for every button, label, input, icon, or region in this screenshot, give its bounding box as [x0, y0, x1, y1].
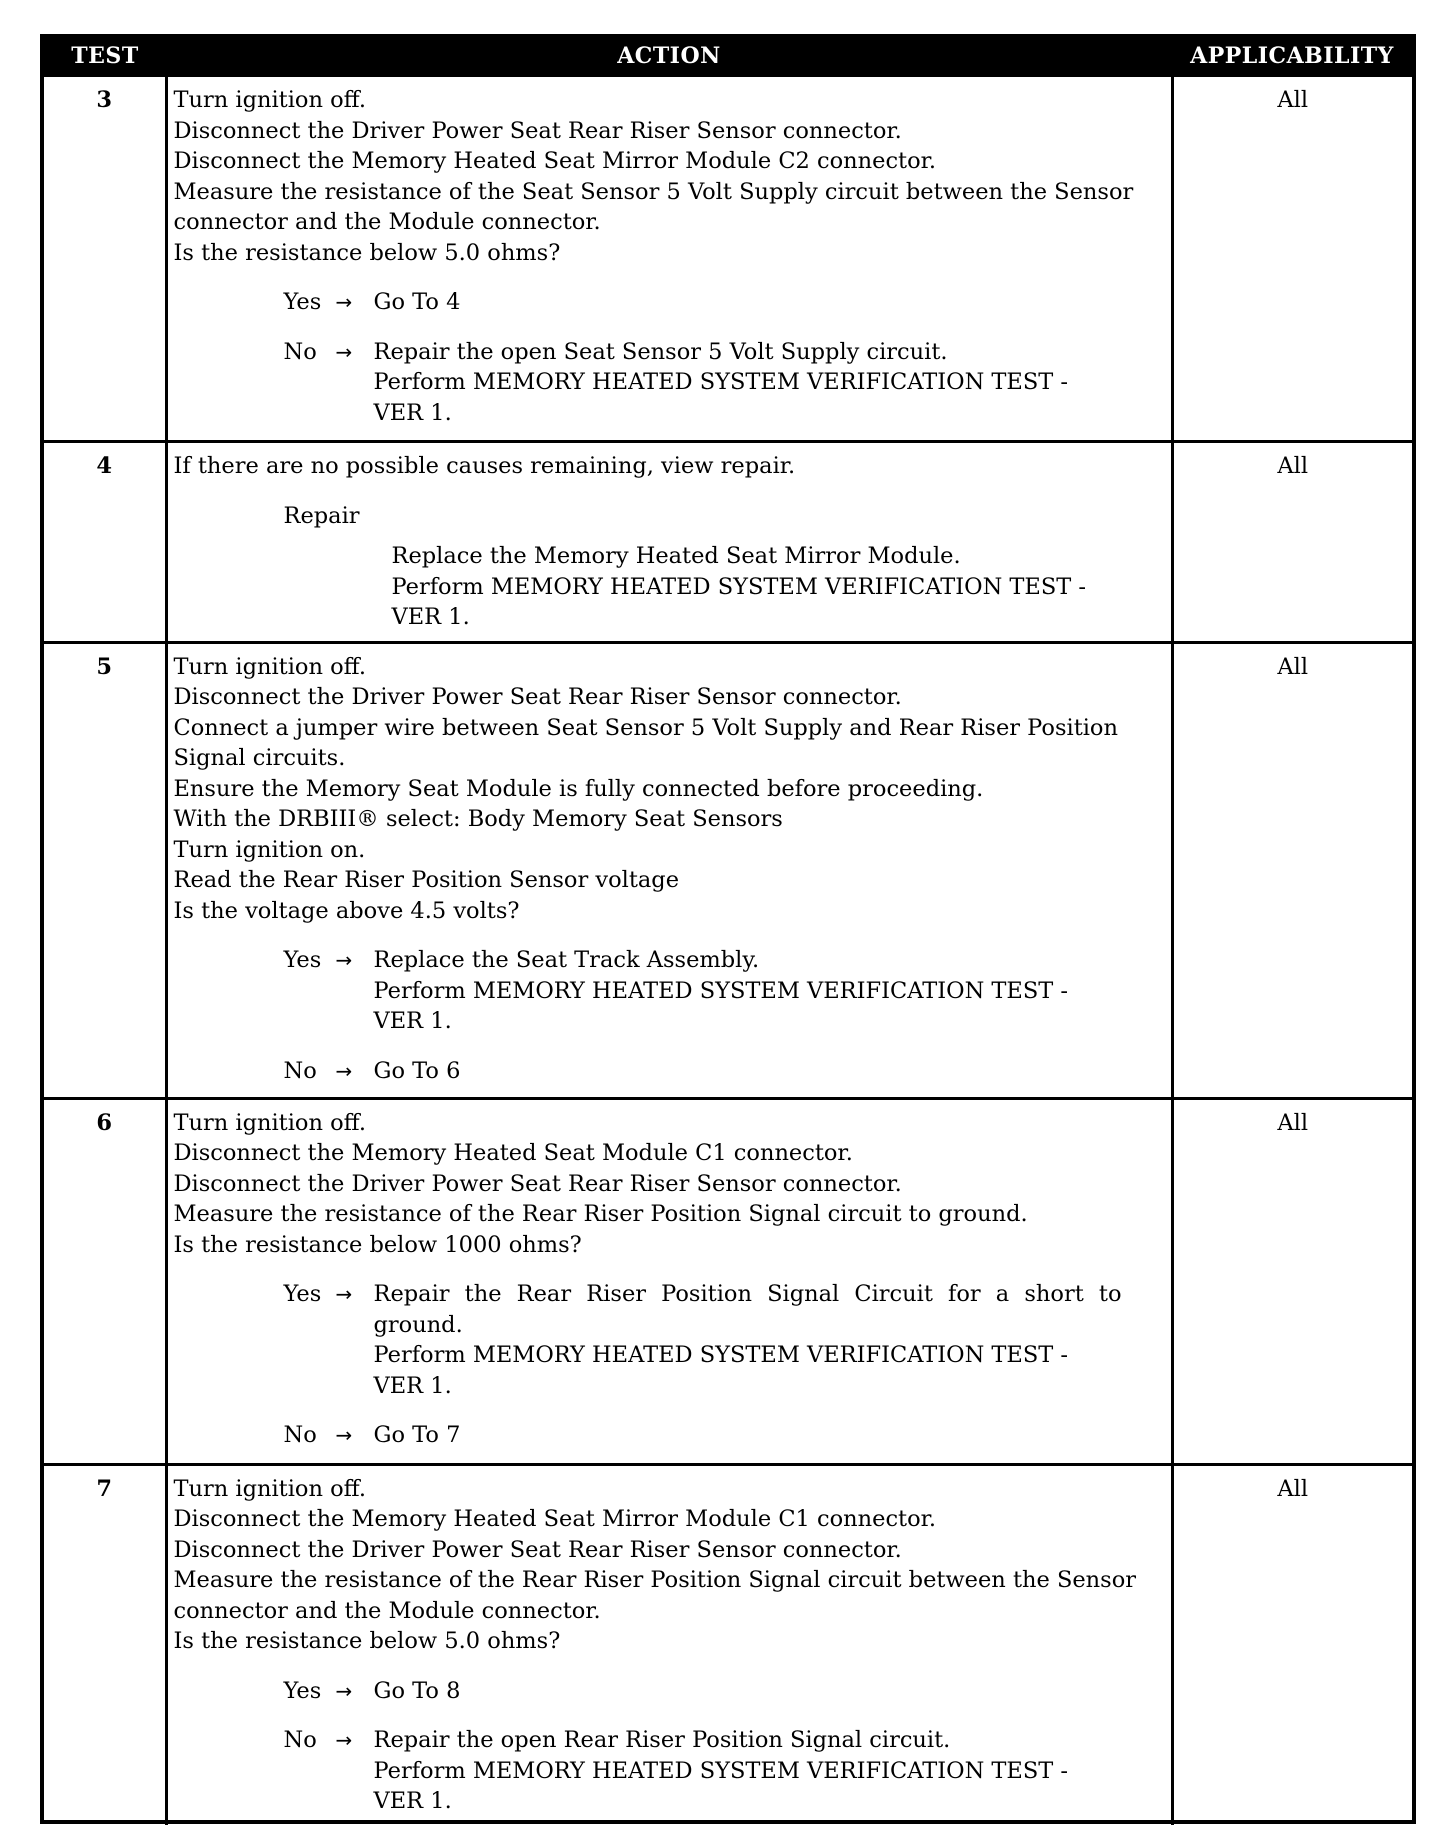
header-test: TEST: [44, 38, 166, 76]
no-label: No: [283, 338, 317, 365]
action-line: Turn ignition on.: [173, 836, 366, 863]
table-header-row: [44, 38, 1412, 76]
no-label: No: [283, 1422, 317, 1448]
arrow-right-icon: →: [335, 1423, 353, 1447]
no-label: No: [283, 1057, 317, 1084]
branch-line: Perform MEMORY HEATED SYSTEM VERIFICATION TEST -: [373, 369, 1069, 395]
action-line: Disconnect the Memory Heated Seat Mirror Module C1 connector.: [173, 1506, 937, 1532]
action-line: Disconnect the Driver Power Seat Rear Riser Sensor connector.: [173, 117, 902, 144]
test-number: 7: [44, 1464, 166, 1825]
branch-line: Perform MEMORY HEATED SYSTEM VERIFICATION TEST -: [373, 1757, 1069, 1784]
action-line: Disconnect the Memory Heated Seat Module C1 connector.: [173, 1140, 853, 1166]
action-line: Is the voltage above 4.5 volts?: [173, 897, 520, 924]
no-branch: [284, 337, 1165, 429]
yes-branch: [284, 1279, 1165, 1401]
action-line: Is the resistance below 1000 ohms?: [173, 1231, 582, 1258]
branch-line: Go To 6: [373, 1057, 461, 1084]
action-line: Measure the resistance of the Rear Riser Position Signal circuit between the Sensor: [173, 1567, 1137, 1593]
table-row-test-5: [44, 642, 1412, 1098]
applicability-cell: All: [1172, 642, 1412, 1098]
action-line: connector and the Module connector.: [173, 1597, 601, 1624]
table-row-test-4: [44, 442, 1412, 643]
branch-line: Go To 7: [373, 1422, 461, 1448]
branch-line: ground.: [373, 1311, 463, 1338]
table-row-test-7: [44, 1464, 1412, 1825]
arrow-right-icon: →: [335, 339, 353, 364]
action-line: Turn ignition off.: [173, 87, 366, 113]
branch-line: Go To 8: [373, 1677, 461, 1704]
yes-label: Yes: [283, 1281, 322, 1307]
action-line: connector and the Module connector.: [173, 209, 601, 235]
action-cell: [166, 442, 1172, 643]
action-line: Signal circuits.: [173, 745, 346, 771]
branch-line: VER 1.: [373, 1008, 452, 1034]
arrow-right-icon: →: [335, 290, 353, 314]
table-row-test-3: [44, 76, 1412, 442]
branch-line: VER 1.: [373, 1372, 452, 1399]
arrow-right-icon: →: [335, 1282, 353, 1306]
test-number: 3: [44, 76, 166, 442]
action-line: Turn ignition off.: [173, 653, 366, 680]
action-line: Ensure the Memory Seat Module is fully connected before proceeding.: [173, 775, 984, 802]
action-steps: [174, 1108, 1165, 1261]
header-applicability: APPLICABILITY: [1172, 38, 1412, 76]
action-cell: [166, 1464, 1172, 1825]
action-line: Turn ignition off.: [173, 1109, 366, 1136]
test-number: 5: [44, 642, 166, 1098]
diagnostic-page: [40, 34, 1416, 1824]
action-cell: [166, 76, 1172, 442]
yes-label: Yes: [283, 1677, 322, 1704]
repair-body: [392, 541, 1165, 633]
yes-branch: [284, 1676, 1165, 1707]
action-cell: [166, 642, 1172, 1098]
action-line: Disconnect the Driver Power Seat Rear Riser Sensor connector.: [173, 684, 902, 710]
test-number: 4: [44, 442, 166, 643]
table-row-test-6: [44, 1098, 1412, 1464]
applicability-cell: All: [1172, 76, 1412, 442]
yes-label: Yes: [283, 947, 322, 973]
branch-line: Go To 4: [373, 289, 461, 315]
action-line: With the DRBIII® select: Body Memory Seat Sensors: [173, 806, 783, 832]
applicability-cell: All: [1172, 442, 1412, 643]
header-action: ACTION: [166, 38, 1172, 76]
no-branch: [284, 1420, 1165, 1451]
arrow-right-icon: →: [335, 1058, 353, 1083]
action-line: Read the Rear Riser Position Sensor voltage: [173, 867, 680, 893]
action-line: Turn ignition off.: [173, 1475, 366, 1502]
branch-line: Repair the Rear Riser Position Signal Circuit for a short to: [373, 1281, 1122, 1307]
repair-label: Repair: [283, 502, 360, 529]
branch-line: Repair the open Seat Sensor 5 Volt Supply circuit.: [373, 338, 948, 365]
branch-line: VER 1.: [373, 399, 452, 426]
arrow-right-icon: →: [335, 1678, 353, 1703]
action-cell: [166, 1098, 1172, 1464]
test-number: 6: [44, 1098, 166, 1464]
action-line: Disconnect the Driver Power Seat Rear Riser Sensor connector.: [173, 1170, 902, 1197]
arrow-right-icon: →: [335, 1728, 353, 1752]
action-line: Measure the resistance of the Seat Sensor 5 Volt Supply circuit between the Sensor: [173, 178, 1134, 205]
repair-line: Perform MEMORY HEATED SYSTEM VERIFICATION TEST -: [391, 573, 1087, 600]
no-branch: [284, 1725, 1165, 1817]
diagnostic-table: [44, 38, 1412, 1825]
action-line: Is the resistance below 5.0 ohms?: [173, 239, 561, 266]
branch-line: Perform MEMORY HEATED SYSTEM VERIFICATION TEST -: [373, 1342, 1069, 1368]
yes-branch: [284, 945, 1165, 1037]
action-steps: [174, 652, 1165, 927]
arrow-right-icon: →: [335, 948, 353, 972]
action-line: If there are no possible causes remaining, view repair.: [173, 453, 796, 479]
action-line: Disconnect the Driver Power Seat Rear Riser Sensor connector.: [173, 1536, 902, 1563]
applicability-cell: All: [1172, 1098, 1412, 1464]
action-line: Connect a jumper wire between Seat Sensor 5 Volt Supply and Rear Riser Position: [173, 714, 1118, 741]
no-branch: [284, 1056, 1165, 1087]
repair-line: VER 1.: [391, 604, 470, 630]
action-line: Disconnect the Memory Heated Seat Mirror Module C2 connector.: [173, 148, 937, 174]
applicability-cell: All: [1172, 1464, 1412, 1825]
action-line: Measure the resistance of the Rear Riser Position Signal circuit to ground.: [173, 1201, 1028, 1227]
repair-line: Replace the Memory Heated Seat Mirror Module.: [391, 543, 961, 569]
yes-branch: [284, 287, 1165, 318]
branch-line: Repair the open Rear Riser Position Signal circuit.: [373, 1727, 951, 1753]
action-steps: [174, 451, 1165, 482]
no-label: No: [283, 1727, 317, 1753]
branch-line: Replace the Seat Track Assembly.: [373, 947, 760, 973]
action-steps: [174, 85, 1165, 268]
branch-line: Perform MEMORY HEATED SYSTEM VERIFICATION TEST -: [373, 977, 1069, 1004]
action-steps: [174, 1474, 1165, 1657]
yes-label: Yes: [283, 289, 322, 315]
branch-line: VER 1.: [373, 1788, 452, 1814]
action-line: Is the resistance below 5.0 ohms?: [173, 1628, 561, 1654]
